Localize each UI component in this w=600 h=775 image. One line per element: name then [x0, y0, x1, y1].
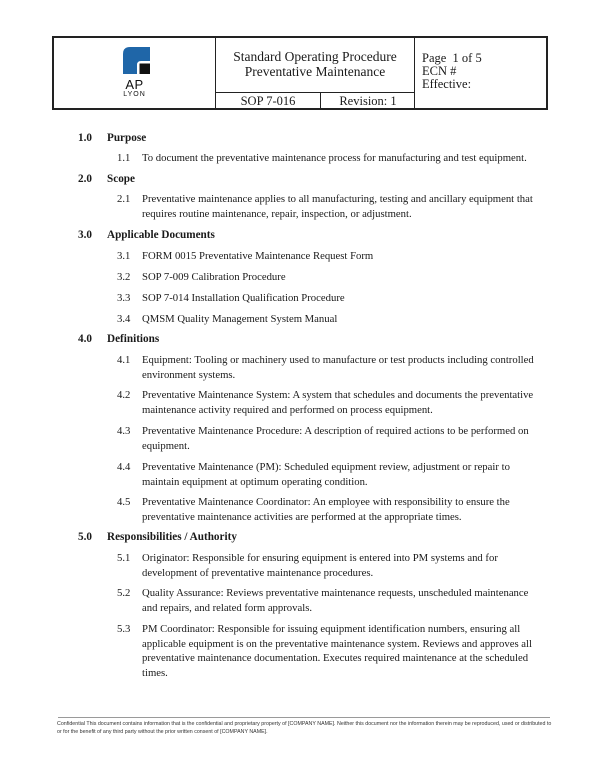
- page-indicator: Page 1 of 5: [422, 51, 482, 65]
- item-text: PM Coordinator: Responsible for issuing equipment identification numbers, ensuring all applicable equipment is on the preventative maintenance system. Reviews and approves all preventative maintenance documentation. Executes required maintenance at the scheduled times.: [142, 623, 532, 679]
- item-text: FORM 0015 Preventative Maintenance Request Form: [142, 250, 374, 262]
- item-number: 5.3: [117, 623, 131, 635]
- logo-letters: AP: [125, 77, 144, 92]
- footer-divider: [58, 717, 550, 718]
- item-text: SOP 7-009 Calibration Procedure: [142, 271, 286, 283]
- logo-black-square: [140, 64, 151, 75]
- section-title: Responsibilities / Authority: [107, 531, 237, 543]
- company-logo-icon: [123, 47, 150, 74]
- document-header: [52, 36, 548, 110]
- item-number: 4.4: [117, 461, 131, 473]
- item-number: 1.1: [117, 152, 131, 164]
- confidentiality-notice: Confidential This document contains information that is the confidential and proprietary property of [COMPANY NAME]. Neither this document nor the information therein may be reproduced, used or distributed to or for the benefit of any third party without the prior written consent of [COMPANY NAME].: [57, 721, 552, 735]
- item-number: 3.1: [117, 250, 131, 262]
- section-title: Applicable Documents: [107, 229, 215, 241]
- ecn-label: ECN #: [422, 64, 457, 78]
- section-title: Scope: [107, 173, 135, 185]
- section-number: 1.0: [78, 132, 92, 144]
- section-number: 5.0: [78, 531, 92, 543]
- section-number: 4.0: [78, 333, 92, 345]
- title-cell: [216, 38, 415, 93]
- item-text: Preventative Maintenance Coordinator: An employee with responsibility to ensure the preventative maintenance activities are performed at the appropriate times.: [142, 496, 510, 523]
- doc-title-line2: Preventative Maintenance: [244, 64, 386, 79]
- item-number: 4.5: [117, 496, 131, 508]
- item-text: Preventative Maintenance (PM): Scheduled equipment review, adjustment or repair to maintain equipment at optimum operating condition.: [142, 461, 510, 488]
- item-text: SOP 7-014 Installation Qualification Procedure: [142, 292, 345, 304]
- item-text: Preventative Maintenance System: A system that schedules and documents the preventative maintenance activity required and performed on process equipment.: [142, 389, 534, 416]
- item-text: Equipment: Tooling or machinery used to manufacture or test products including controlled environment systems.: [142, 354, 534, 381]
- meta-cell: [422, 52, 482, 91]
- item-number: 5.1: [117, 552, 131, 564]
- item-text: Quality Assurance: Reviews preventative maintenance requests, unscheduled maintenance and repairs, and related form approvals.: [142, 587, 529, 614]
- item-number: 2.1: [117, 193, 131, 205]
- section-number: 2.0: [78, 173, 92, 185]
- logo-cell: [54, 38, 216, 108]
- effective-label: Effective:: [422, 77, 472, 91]
- item-text: Preventative maintenance applies to all manufacturing, testing and ancillary equipment that requires routine maintenance, repair, inspection, or adjustment.: [142, 193, 533, 220]
- item-text: QMSM Quality Management System Manual: [142, 313, 338, 325]
- item-number: 3.2: [117, 271, 131, 283]
- section-title: Purpose: [107, 132, 147, 144]
- item-number: 4.3: [117, 425, 131, 437]
- logo-subtitle: LYON: [123, 91, 146, 98]
- section-title: Definitions: [107, 333, 160, 345]
- item-number: 5.2: [117, 587, 131, 599]
- item-text: To document the preventative maintenance process for manufacturing and test equipment.: [142, 152, 527, 164]
- item-number: 4.1: [117, 354, 131, 366]
- revision: Revision: 1: [339, 94, 397, 108]
- sop-number: SOP 7-016: [216, 93, 321, 110]
- item-number: 3.3: [117, 292, 131, 304]
- item-text: Originator: Responsible for ensuring equipment is entered into PM systems and for development of preventative maintenance procedures.: [142, 552, 498, 579]
- section-number: 3.0: [78, 229, 92, 241]
- logo-text: [54, 78, 215, 99]
- doc-id-row: [216, 93, 415, 110]
- item-text: Preventative Maintenance Procedure: A description of required actions to be performed on equipment.: [142, 425, 529, 452]
- doc-title-line1: Standard Operating Procedure: [233, 49, 397, 64]
- item-number: 3.4: [117, 313, 131, 325]
- item-number: 4.2: [117, 389, 131, 401]
